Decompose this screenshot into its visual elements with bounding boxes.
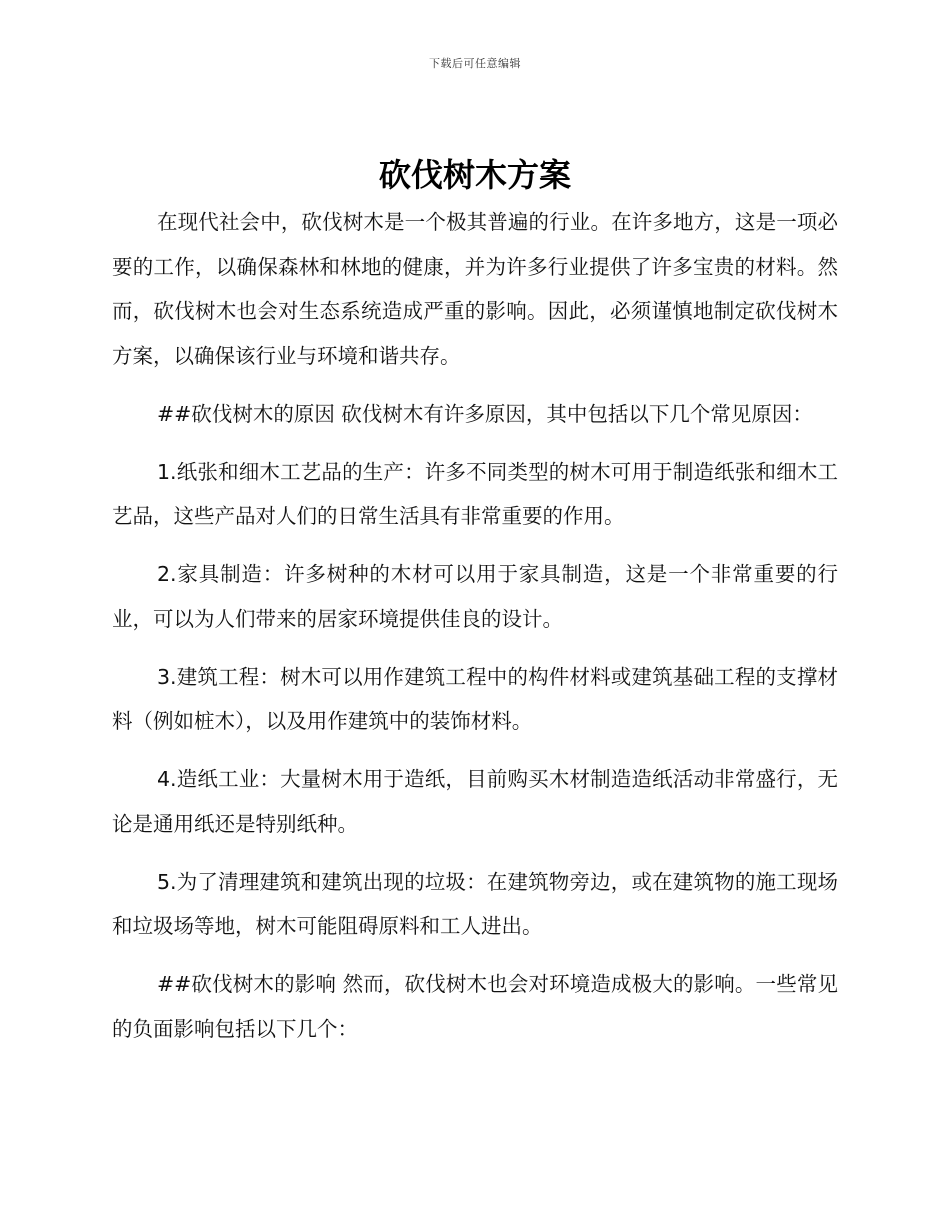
paragraph-impacts-heading: ##砍伐树木的影响 然而，砍伐树木也会对环境造成极大的影响。一些常见的负面影响包括以下几个： [112, 972, 838, 1041]
paragraph-reason-4: 4.造纸工业：大量树木用于造纸，目前购买木材制造造纸活动非常盛行，无论是通用纸还是特别纸种。 [112, 767, 838, 836]
paragraph-reason-1: 1.纸张和细木工艺品的生产：许多不同类型的树木可用于制造纸张和细木工艺品，这些产品对人们的日常生活具有非常重要的作用。 [112, 459, 838, 528]
header-note: 下载后可任意编辑 [429, 57, 521, 70]
document-body [112, 200, 838, 1065]
document-title: 砍伐树木方案 [378, 156, 571, 194]
paragraph-reason-2: 2.家具制造：许多树种的木材可以用于家具制造，这是一个非常重要的行业，可以为人们带来的居家环境提供佳良的设计。 [112, 562, 838, 631]
paragraph-reason-3: 3.建筑工程：树木可以用作建筑工程中的构件材料或建筑基础工程的支撑材料（例如桩木），以及用作建筑中的装饰材料。 [112, 664, 838, 733]
paragraph-reasons-heading: ##砍伐树木的原因 砍伐树木有许多原因，其中包括以下几个常见原因： [157, 401, 813, 426]
paragraph-intro: 在现代社会中，砍伐树木是一个极其普遍的行业。在许多地方，这是一项必要的工作，以确保森林和林地的健康，并为许多行业提供了许多宝贵的材料。然而，砍伐树木也会对生态系统造成严重的影响。因此，必须谨慎地制定砍伐树木方案，以确保该行业与环境和谐共存。 [112, 210, 838, 368]
paragraph-reason-5: 5.为了清理建筑和建筑出现的垃圾：在建筑物旁边，或在建筑物的施工现场和垃圾场等地，树木可能阻碍原料和工人进出。 [112, 869, 838, 938]
